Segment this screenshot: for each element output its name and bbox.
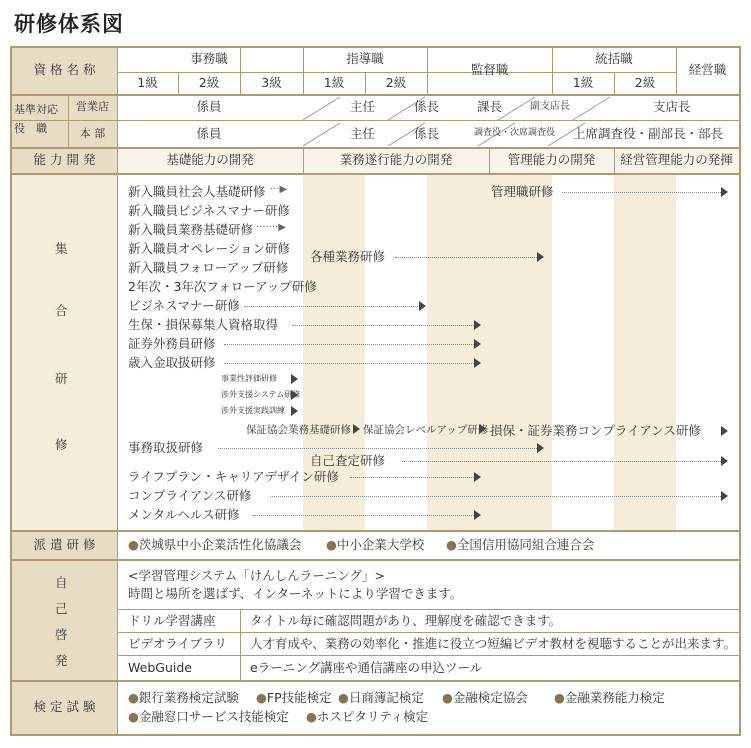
shunin-eigyo: 主任 <box>350 99 376 114</box>
grade-1: 1級 <box>137 75 158 90</box>
shugo-label-1: 集 <box>55 241 68 256</box>
shitencho-eigyo: 支店長 <box>653 99 691 114</box>
noryoku-label: 能 力 開 発 <box>33 152 96 167</box>
course-item: 2年次・3年次フォローアップ研修 <box>128 279 317 294</box>
shugo-label-3: 研 <box>55 371 68 386</box>
kentei-label: 検 定 試 験 <box>33 699 96 714</box>
grade-2: 2級 <box>198 75 220 90</box>
hosho-course: 保証協会業務基礎研修 <box>246 424 351 436</box>
course-item: ライフプラン・キャリアデザイン研修 <box>128 469 339 484</box>
jiko-value: 人才育成や、業務の効率化・推進に役立つ短編ビデオ教材を視聴することが出来ます。 <box>250 636 737 651</box>
course-item: 生保・損保募集人資格取得 <box>128 317 279 332</box>
haken-item: 全国信用協同組合連合会 <box>456 537 595 552</box>
qual-label: 資 格 名 称 <box>33 62 96 77</box>
course-item: 証券外務員研修 <box>128 336 216 351</box>
course-item: コンプライアンス研修 <box>128 488 252 503</box>
jiko-key: WebGuide <box>128 660 192 675</box>
grade-1: 1級 <box>323 75 345 90</box>
grade-1: 1級 <box>572 75 594 90</box>
haken-item: 中小企業大学校 <box>336 537 425 552</box>
grade-2: 2級 <box>634 75 656 90</box>
kentei-item: 金融窓口サービス技能検定 <box>138 709 289 724</box>
shugo-label-2: 合 <box>55 303 68 318</box>
shugo-label-4: 修 <box>55 437 68 452</box>
kijun-label: 基準対応 <box>14 103 58 116</box>
sonpo-course: 損保・証券業務コンプライアンス研修 <box>490 423 701 438</box>
kanri-course: 管理職研修 <box>491 184 554 199</box>
touk-label: 統括職 <box>595 51 633 66</box>
jimu-label: 事務職 <box>190 51 228 66</box>
jiko-label-3: 啓 <box>55 627 68 642</box>
kentei-item: 金融検定協会 <box>452 690 528 705</box>
course-item: 新入職員ビジネスマナー研修 <box>128 203 290 218</box>
kansa-label: 監督職 <box>470 62 509 77</box>
page-title: 研修体系図 <box>14 12 124 36</box>
jiko-label-1: 自 <box>55 575 68 590</box>
chosa-honbu: 調査役・次席調査役 <box>474 128 556 138</box>
kakugyomu-course: 各種業務研修 <box>310 249 386 264</box>
noryoku-c: 管理能力の開発 <box>507 152 596 167</box>
noryoku-d: 経営管理能力の発揮 <box>620 152 733 167</box>
eigyo-label: 営業店 <box>76 100 109 113</box>
noryoku-a: 基礎能力の開発 <box>166 152 254 167</box>
joseki-honbu: 上席調査役・副部長・部長 <box>573 126 724 141</box>
course-item: メンタルヘルス研修 <box>128 507 240 522</box>
jiko-label-4: 発 <box>55 653 68 668</box>
haken-item: 茨城県中小企業活性化協議会 <box>138 537 302 552</box>
course-item: 新入職員社会人基礎研修 <box>128 184 266 199</box>
kakari-honbu: 係員 <box>196 126 222 141</box>
shunin-honbu: 主任 <box>350 126 376 141</box>
kentei-item: 金融業務能力検定 <box>564 690 665 705</box>
keiei-label: 経営職 <box>688 62 727 77</box>
lms-title: <学習管理システム「けんしんラーニング」> <box>128 568 385 583</box>
grade-3: 3級 <box>261 75 282 90</box>
jiko-value: タイトル毎に確認問題があり、理解度を確認できます。 <box>250 613 562 628</box>
haken-label: 派 遣 研 修 <box>33 537 96 552</box>
shido-label: 指導職 <box>346 51 384 66</box>
course-item: 新入職員フォローアップ研修 <box>128 260 289 275</box>
kacho-eigyo: 課長 <box>477 99 503 114</box>
small-course: 渉外支援実践訓練 <box>221 406 285 415</box>
jiko-key: ドリル学習講座 <box>128 613 216 628</box>
kakaricho-honbu: 係長 <box>414 126 440 141</box>
kakaricho-eigyo: 係長 <box>414 99 440 114</box>
kakari-eigyo: 係員 <box>196 99 222 114</box>
jiko-course: 自己査定研修 <box>310 453 386 468</box>
jiko-label-2: 己 <box>55 601 68 616</box>
kentei-item: ホスピタリティ検定 <box>316 709 429 724</box>
grade-2: 2級 <box>385 75 407 90</box>
course-item: 新入職員オペレーション研修 <box>128 241 291 256</box>
yakushoku-label: 役 職 <box>14 122 47 135</box>
course-item: 事務取扱研修 <box>128 440 204 455</box>
course-item: ビジネスマナー研修 <box>128 298 240 313</box>
jiko-value: eラーニング講座や通信講座の申込ツール <box>250 660 483 675</box>
honbu-label: 本 部 <box>79 127 106 140</box>
hosho2-course: 保証協会レベルアップ研修 <box>363 424 489 436</box>
kentei-item: 日商簿記検定 <box>348 690 424 705</box>
small-course: 渉外支援システム研修 <box>221 390 301 399</box>
kentei-item: FP技能検定 <box>266 690 332 705</box>
course-item: 新入職員業務基礎研修 <box>128 222 254 237</box>
course-item: 歳入金取扱研修 <box>128 355 216 370</box>
jiko-key: ビデオライブラリ <box>128 636 228 651</box>
lms-desc: 時間と場所を選ばず、インターネットにより学習できます。 <box>128 586 463 601</box>
kentei-item: 銀行業務検定試験 <box>138 690 239 705</box>
fuku-eigyo: 副支店長 <box>530 101 570 112</box>
noryoku-b: 業務遂行能力の開発 <box>339 152 453 167</box>
small-course: 事業性評価研修 <box>221 374 277 383</box>
